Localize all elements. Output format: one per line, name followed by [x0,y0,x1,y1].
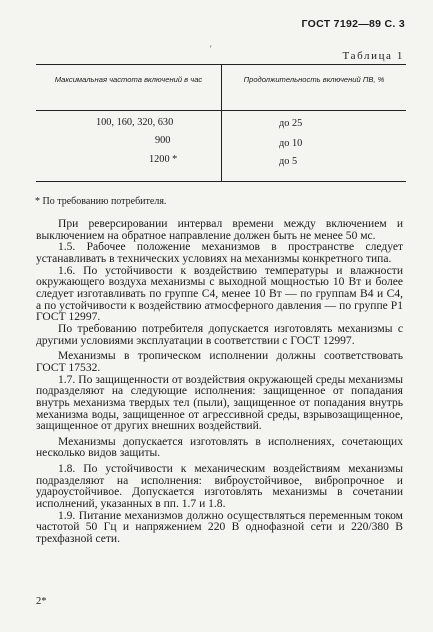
header-frequency: Максимальная частота включений в час [54,75,203,84]
row-1-frequency: 100, 160, 320, 630 [96,117,174,128]
paragraph: При реверсировании интервал времени между включением и выключением на обратное направление должен быть не менее 50 мс. [36,218,403,242]
paragraph: Механизмы в тропическом исполнении должны соответствовать ГОСТ 17532. [36,350,403,374]
page-number: 2* [36,596,47,607]
table-1 [36,64,406,182]
paragraph: 1.8. По устойчивости к механическим воздействиям механизмы подразделяют на исполнения: виброустойчивое, вибропрочное и удароустойчивое. Допускается изготовлять механизмы в сочетании исполнений, указанных в пп. 1.7 и 1.8. [36,463,403,511]
paragraph: 1.6. По устойчивости к воздействию температуры и влажности окружающего воздуха механизмы с выходной мощностью 10 Вт и более следует изготавливать по группе С4, менее 10 Вт — по группам В4 и С4, а по устойчивости к воздействию атмосферного давления — по группе Р1 ГОСТ 12997. [36,264,403,324]
paragraph: По требованию потребителя допускается изготовлять механизмы с другими условиями эксплуатации в соответствии с ГОСТ 12997. [36,322,403,347]
row-3-frequency: 1200 * [149,154,178,165]
body-text [36,219,403,546]
tick-mark: ' [210,44,212,54]
row-1-duration: до 25 [279,118,303,129]
header-divider [36,110,406,111]
paragraph: Механизмы допускается изготовлять в исполнениях, сочетающих несколько видов защиты. [36,435,403,460]
table-footnote: * По требованию потребителя. [35,196,167,207]
page-header: ГОСТ 7192—89 С. 3 [301,18,405,30]
row-2-frequency: 900 [155,135,171,146]
paragraph: 1.7. По защищенности от воздействия окружающей среды механизмы подразделяют на следующие исполнения: защищенное от попадания внутрь механизма твердых тел (пыли), защищенное от попадания внутрь механизма воды, защищенное от агрессивной среды, взрывозащищенное, защищенное от других внешних воздействий. [36,373,403,433]
row-3-duration: до 5 [279,156,298,167]
paragraph: 1.5. Рабочее положение механизмов в пространстве следует устанавливать в технических условиях на механизмы конкретного типа. [36,241,403,265]
table-title: Таблица 1 [342,50,404,62]
row-2-duration: до 10 [279,138,303,149]
header-duration: Продолжительность включений ПВ, % [243,75,385,84]
paragraph: 1.9. Питание механизмов должно осуществляться переменным током частотой 50 Гц и напряжением 220 В однофазной сети и 220/380 В трехфазной сети. [36,509,403,546]
